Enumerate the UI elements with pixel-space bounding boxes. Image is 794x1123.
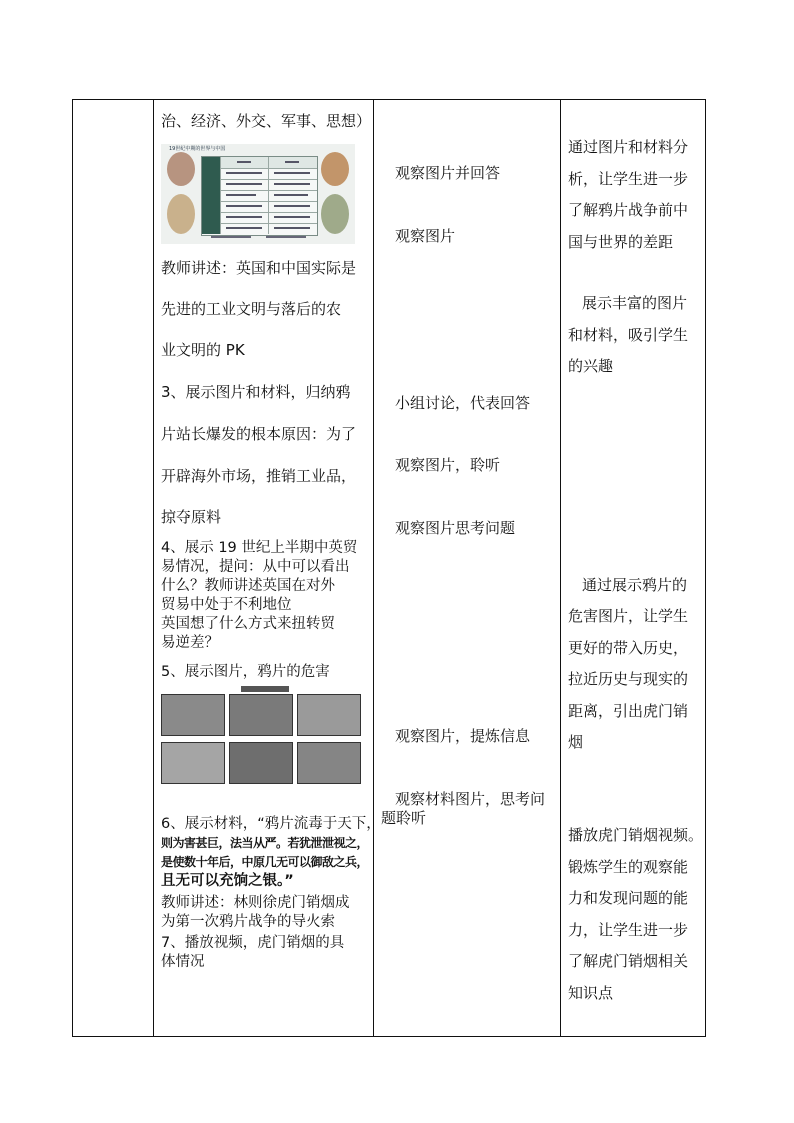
text-line: 了解鸦片战争前中	[568, 201, 689, 219]
text-line: 掠夺原料	[161, 508, 222, 526]
emperor-portrait-icon	[321, 152, 349, 186]
text-line: 5、展示图片，鸦片的危害	[161, 664, 330, 680]
comparison-image	[161, 144, 355, 244]
text-line: 锻炼学生的观察能	[568, 858, 689, 876]
text-line: 英国想了什么方式来扭转贸	[161, 616, 335, 632]
text-line: 贸易中处于不利地位	[161, 597, 292, 613]
text-line: 易逆差？	[161, 635, 219, 651]
text-line: 什么？教师讲述英国在对外	[161, 578, 335, 594]
text-line: 观察材料图片，思考问	[395, 790, 546, 808]
photo-icon	[297, 742, 361, 784]
image-caption: 19世纪中期的世界与中国	[169, 146, 226, 152]
text-line: 的兴趣	[568, 357, 614, 375]
photo-icon	[297, 694, 361, 736]
text-line: 易情况，提问：从中可以看出	[161, 559, 350, 575]
text-line: 拉近历史与现实的	[568, 670, 689, 688]
text-line: 小组讨论，代表回答	[395, 394, 531, 412]
text-line: 为第一次鸦片战争的导火索	[161, 914, 335, 930]
text-line: 先进的工业文明与落后的农	[161, 300, 342, 318]
photo-icon	[229, 742, 293, 784]
text-line: 且无可以充饷之银。”	[161, 873, 294, 889]
text-line: 题聆听	[381, 809, 427, 827]
column-1-empty	[73, 100, 153, 1036]
text-line: 距离，引出虎门销	[568, 702, 689, 720]
column-teacher-activities	[153, 100, 381, 1036]
text-line: 和材料，吸引学生	[568, 326, 689, 344]
comparison-grid	[201, 156, 318, 236]
column-design-intent	[560, 100, 707, 1036]
text-line: 播放虎门销烟视频。	[568, 826, 704, 844]
text-line: 片站长爆发的根本原因：为了	[161, 425, 357, 443]
text-line: 了解虎门销烟相关	[568, 952, 689, 970]
text-line: 教师讲述：英国和中国实际是	[161, 259, 357, 277]
text-line: 治、经济、外交、军事、思想）	[161, 112, 372, 130]
text-line: 教师讲述：林则徐虎门销烟成	[161, 895, 350, 911]
factory-scene-icon	[167, 194, 195, 234]
text-line: 3、展示图片和材料，归纳鸦	[161, 383, 351, 401]
text-line: 观察图片并回答	[395, 164, 501, 182]
text-line: 观察图片	[395, 227, 456, 245]
text-line: 力和发现问题的能	[568, 889, 689, 907]
column-student-activities	[373, 100, 560, 1036]
text-line: 观察图片思考问题	[395, 519, 516, 537]
text-line: 更好的带入历史，	[568, 639, 689, 657]
text-line: 4、展示 19 世纪上半期中英贸	[161, 540, 358, 556]
queen-portrait-icon	[167, 152, 195, 186]
text-line: 力，让学生进一步	[568, 921, 689, 939]
lesson-table	[72, 99, 706, 1037]
text-line: 通过图片和材料分	[568, 138, 689, 156]
text-line: 展示丰富的图片	[582, 294, 688, 312]
text-line: 烟	[568, 733, 584, 751]
photo-icon	[161, 742, 225, 784]
text-line: 6、展示材料，“鸦片流毒于天下，	[161, 816, 381, 832]
text-line: 业文明的 PK	[161, 341, 245, 359]
text-line: 析，让学生进一步	[568, 170, 689, 188]
photo-icon	[161, 694, 225, 736]
text-line: 则为害甚巨，法当从严。若犹泄泄视之，	[161, 836, 369, 850]
farming-scene-icon	[321, 194, 349, 234]
text-line: 危害图片，让学生	[568, 607, 689, 625]
text-line: 观察图片，聆听	[395, 456, 501, 474]
image-caption-bar	[241, 686, 289, 692]
text-line: 国与世界的差距	[568, 233, 674, 251]
text-line: 开辟海外市场，推销工业品，	[161, 467, 357, 485]
text-line: 是使数十年后，中原几无可以御敌之兵，	[161, 855, 369, 869]
text-line: 7、播放视频，虎门销烟的具	[161, 935, 345, 951]
opium-harm-image	[161, 686, 367, 800]
text-line: 知识点	[568, 984, 614, 1002]
text-line: 观察图片，提炼信息	[395, 727, 531, 745]
photo-icon	[229, 694, 293, 736]
text-line: 通过展示鸦片的	[582, 576, 688, 594]
text-line: 体情况	[161, 954, 205, 970]
